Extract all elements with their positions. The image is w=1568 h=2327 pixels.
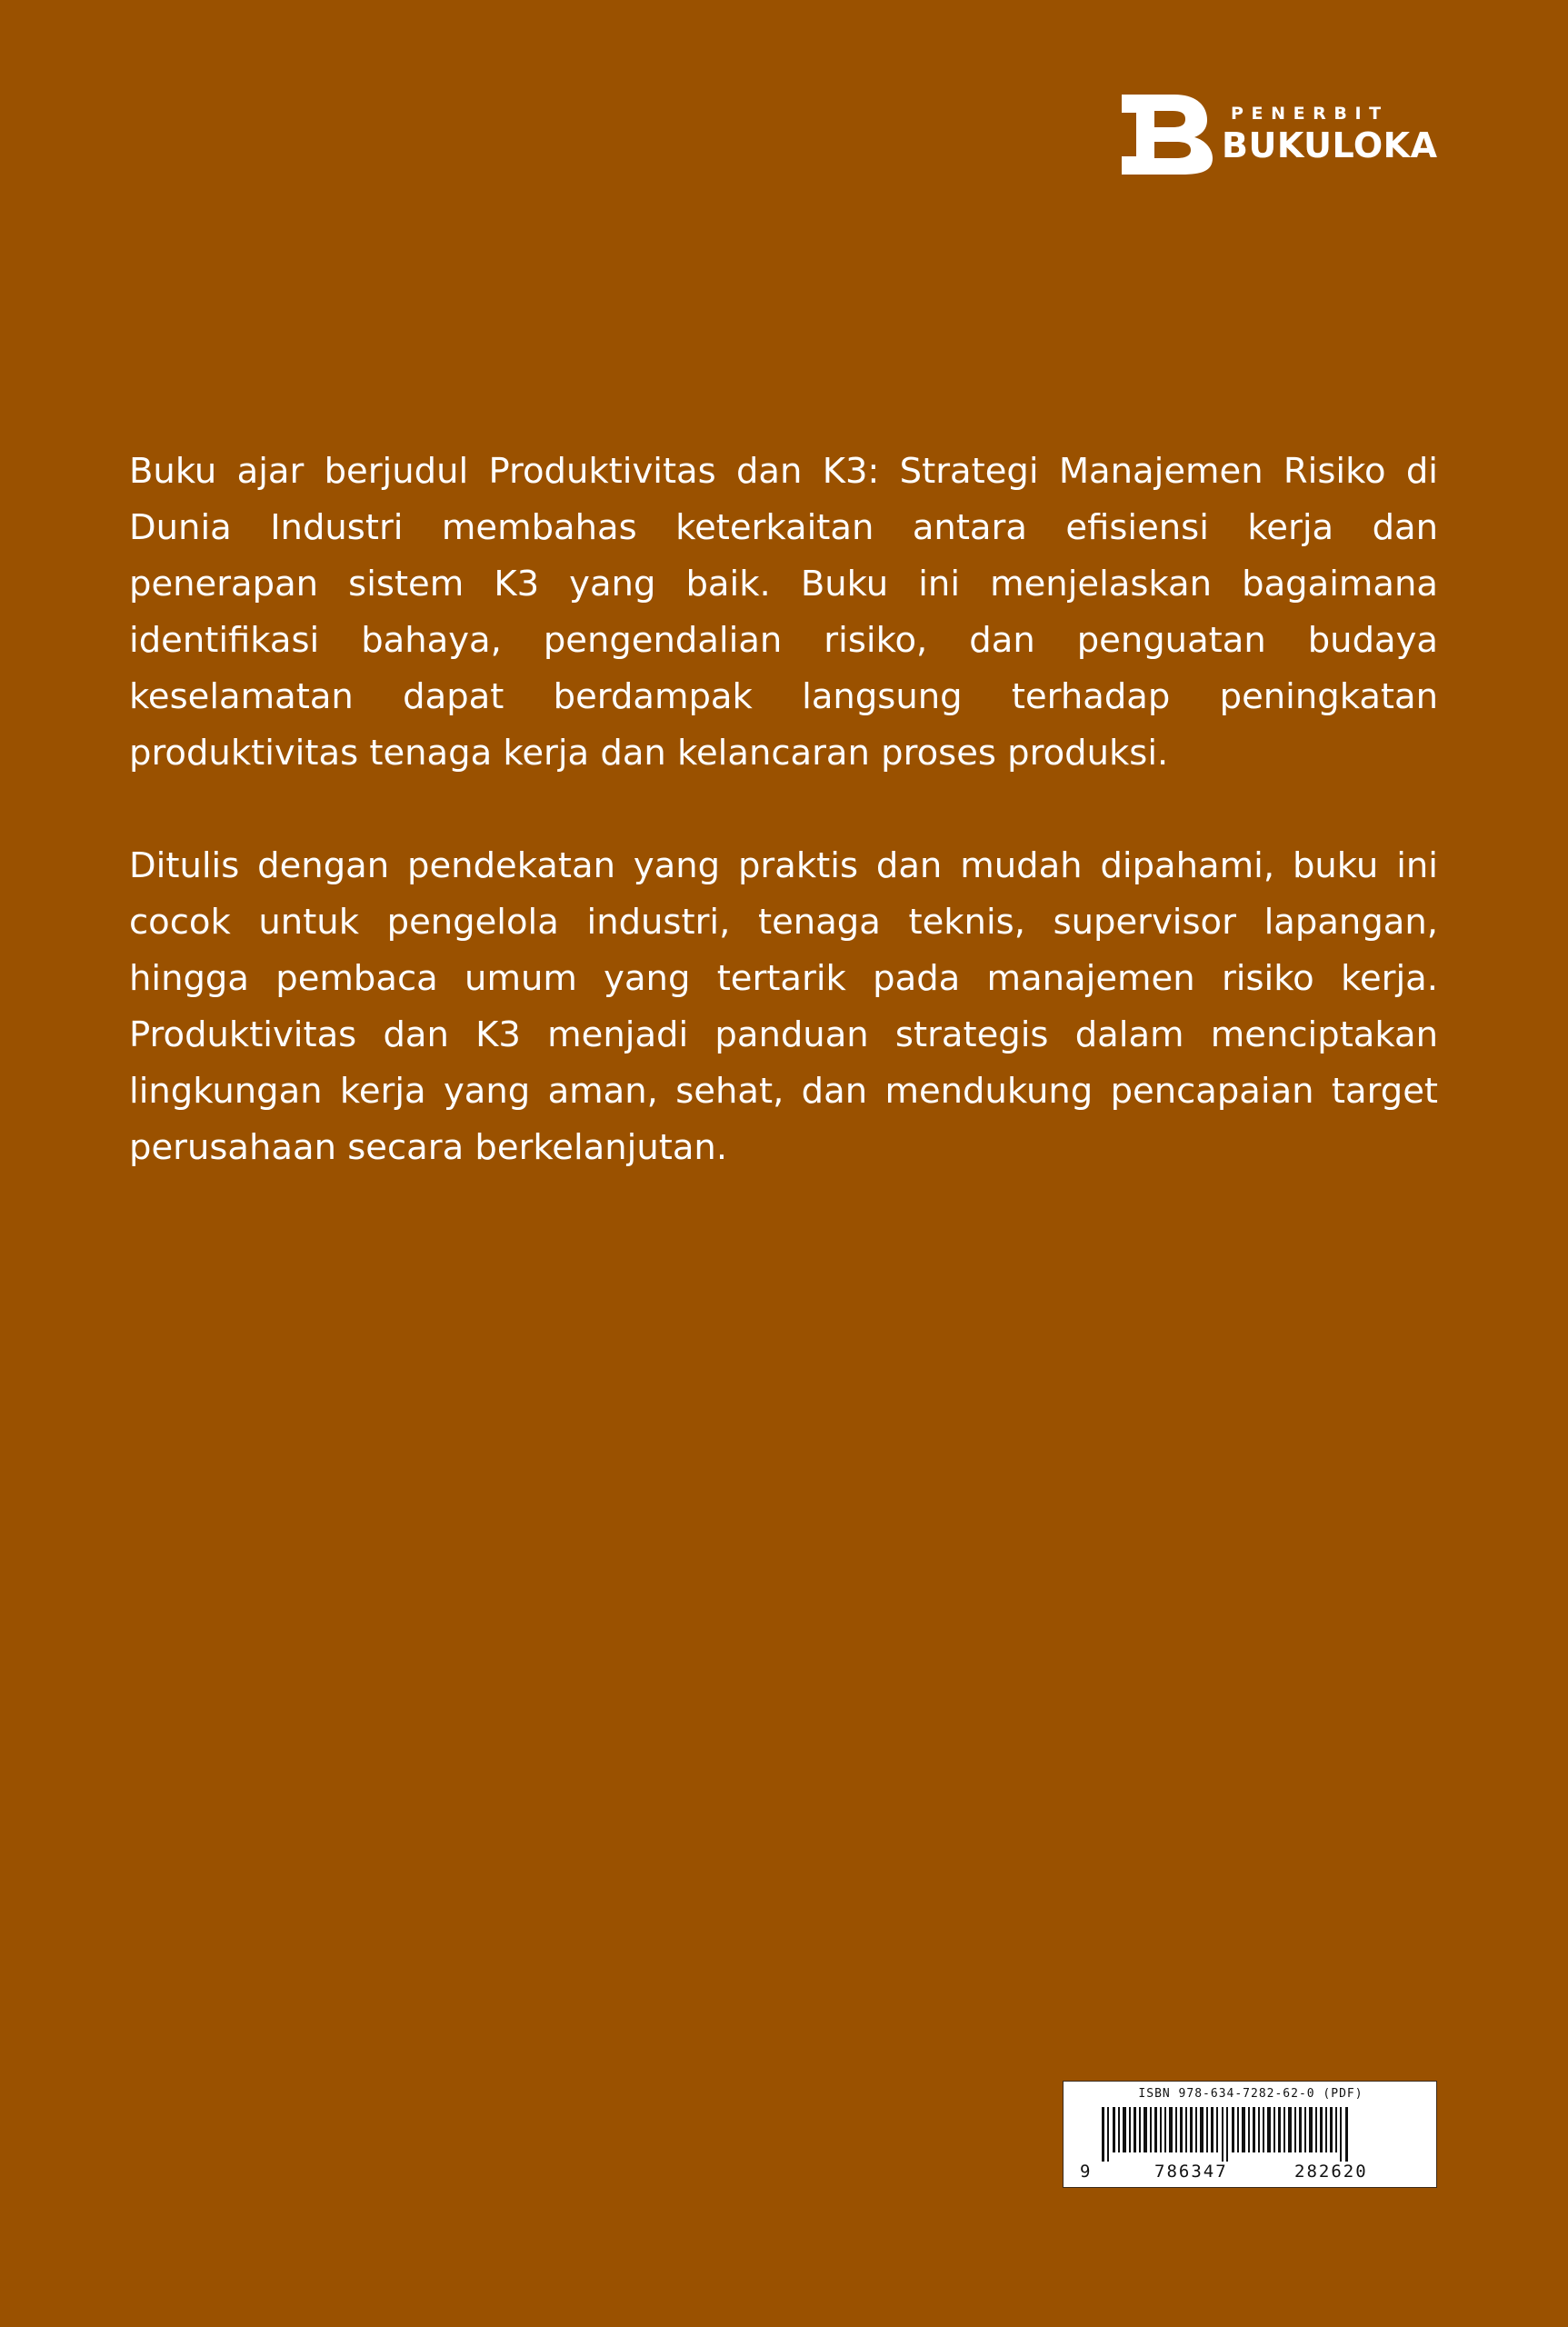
publisher-logo-b-icon <box>1118 95 1218 175</box>
blurb-paragraph-1: Buku ajar berjudul Produktivitas dan K3: Strategi Manajemen Risiko di Dunia Industri membahas keterkaitan antara efisiensi kerja dan penerapan sistem K3 yang baik. Buku ini menjelaskan bagaimana identifikasi bahaya, pengendalian risiko, dan penguatan budaya keselamatan dapat berdampak langsung terhadap peningkatan produktivitas tenaga kerja dan kelancaran proses produksi. <box>129 451 1438 774</box>
isbn-digits-left: 786347 <box>1154 2162 1228 2182</box>
isbn-digit-first: 9 <box>1080 2162 1091 2182</box>
blurb <box>129 444 1438 1233</box>
isbn-label: ISBN 978-634-7282-62-0 (PDF) <box>1138 2087 1363 2101</box>
publisher-logo <box>1118 95 1438 175</box>
isbn-barcode <box>1063 2081 1437 2188</box>
publisher-name: BUKULOKA <box>1222 125 1438 165</box>
blurb-paragraph-2: Ditulis dengan pendekatan yang praktis dan mudah dipahami, buku ini cocok untuk pengelola industri, tenaga teknis, supervisor lapangan, hingga pembaca umum yang tertarik pada manajemen risiko kerja. Produktivitas dan K3 menjadi panduan strategis dalam menciptakan lingkungan kerja yang aman, sehat, dan mendukung pencapaian target perusahaan secara berkelanjutan. <box>129 845 1438 1168</box>
isbn-digits-right: 282620 <box>1294 2162 1368 2182</box>
barcode-bars-icon <box>1100 2107 1373 2162</box>
publisher-label: PENERBIT <box>1231 104 1389 124</box>
